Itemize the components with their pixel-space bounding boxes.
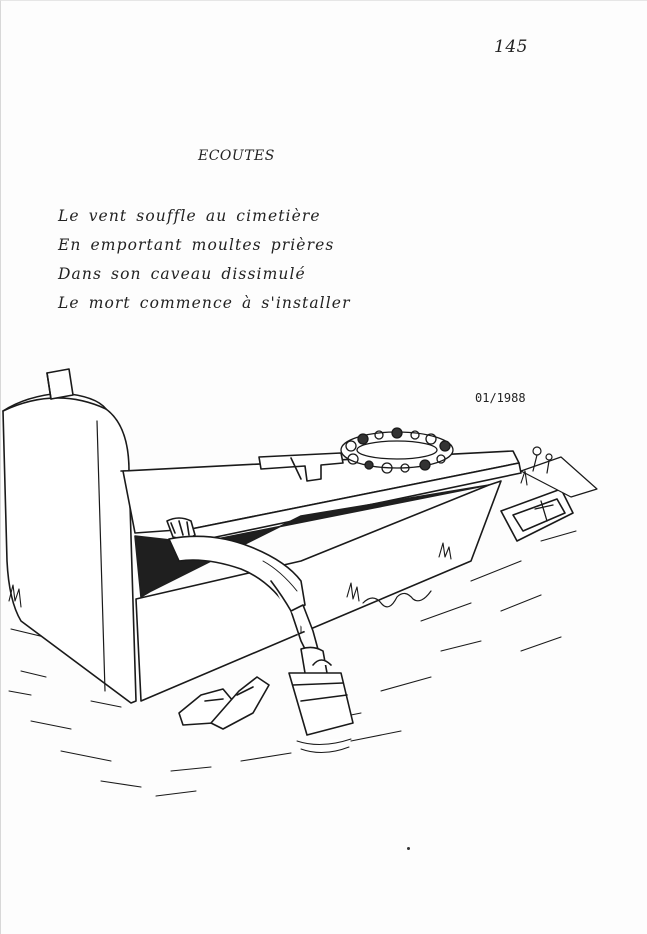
page-number: 145 (494, 37, 528, 57)
ink-speck (407, 847, 410, 850)
poem-line: Le mort commence à s'installer (58, 294, 351, 312)
suitcase-icon (289, 660, 353, 753)
poem-date: 01/1988 (475, 391, 526, 405)
memorial-plaque (501, 489, 573, 541)
poem-line: En emportant moultes prières (58, 236, 335, 254)
cemetery-cartoon-illustration (1, 361, 647, 821)
shoes-icon (179, 677, 269, 729)
headstone (3, 369, 136, 703)
poem-line: Le vent souffle au cimetière (58, 207, 321, 225)
poem-line: Dans son caveau dissimulé (58, 265, 306, 283)
distant-flowers (521, 447, 597, 497)
poem-body (58, 205, 351, 321)
hand-gripping-slab (167, 518, 195, 539)
poem-title: ECOUTES (198, 148, 275, 164)
